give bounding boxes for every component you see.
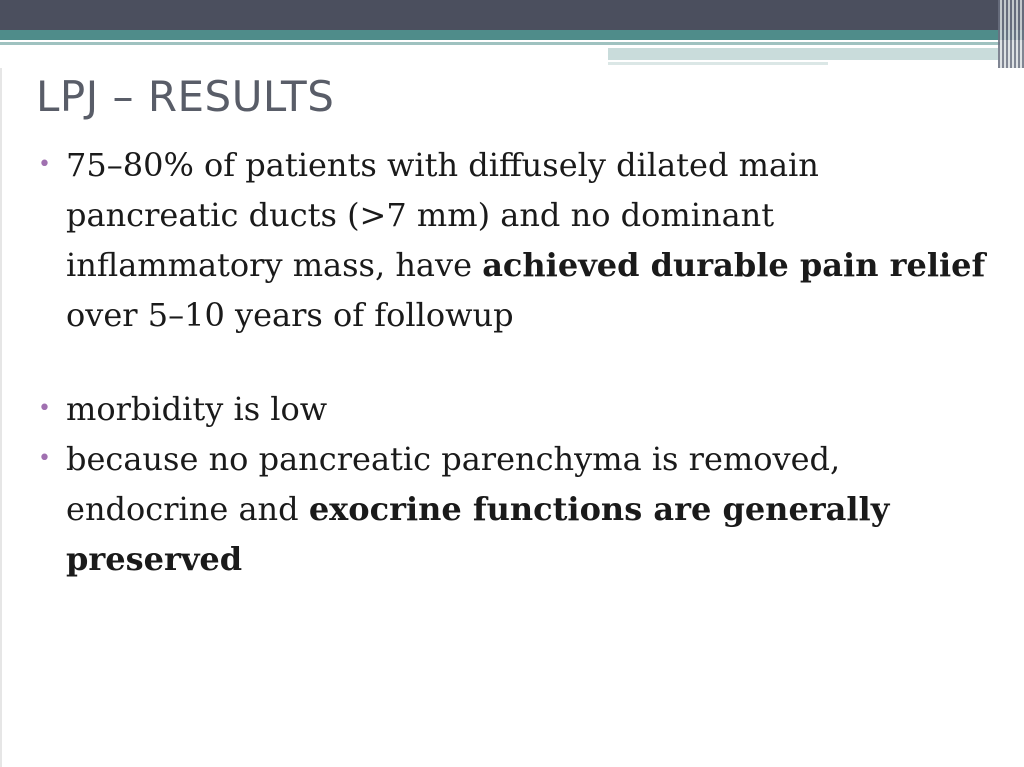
bullet-marker: • [38,152,51,177]
bullet-item [38,140,998,340]
bullet-bold-text: achieved durable pain relief [482,246,986,284]
bullet-marker: • [38,446,51,471]
header-stripe-pattern [998,0,1024,68]
bullet-list [38,140,998,584]
slide-left-edge [0,68,2,767]
header-accent-strip [608,48,998,60]
slide-title: LPJ – RESULTS [36,72,335,121]
header-bar [0,0,1024,30]
header-accent-line [0,42,1000,45]
bullet-text: over 5–10 years of followup [66,296,514,334]
bullet-text: because no pancreatic parenchyma is removed, endocrine and [66,440,841,528]
bullet-item [38,434,998,584]
header-accent-strip-thin [608,62,828,65]
bullet-bold-text: exocrine functions are generally preserved [66,490,890,578]
bullet-text: 75–80% of patients with diffusely dilated main pancreatic ducts (>7 mm) and no dominant inflammatory mass, have [66,146,819,284]
bullet-marker: • [38,396,51,421]
bullet-text: morbidity is low [66,390,328,428]
bullet-item [38,384,998,434]
header-accent-band [0,30,1024,40]
